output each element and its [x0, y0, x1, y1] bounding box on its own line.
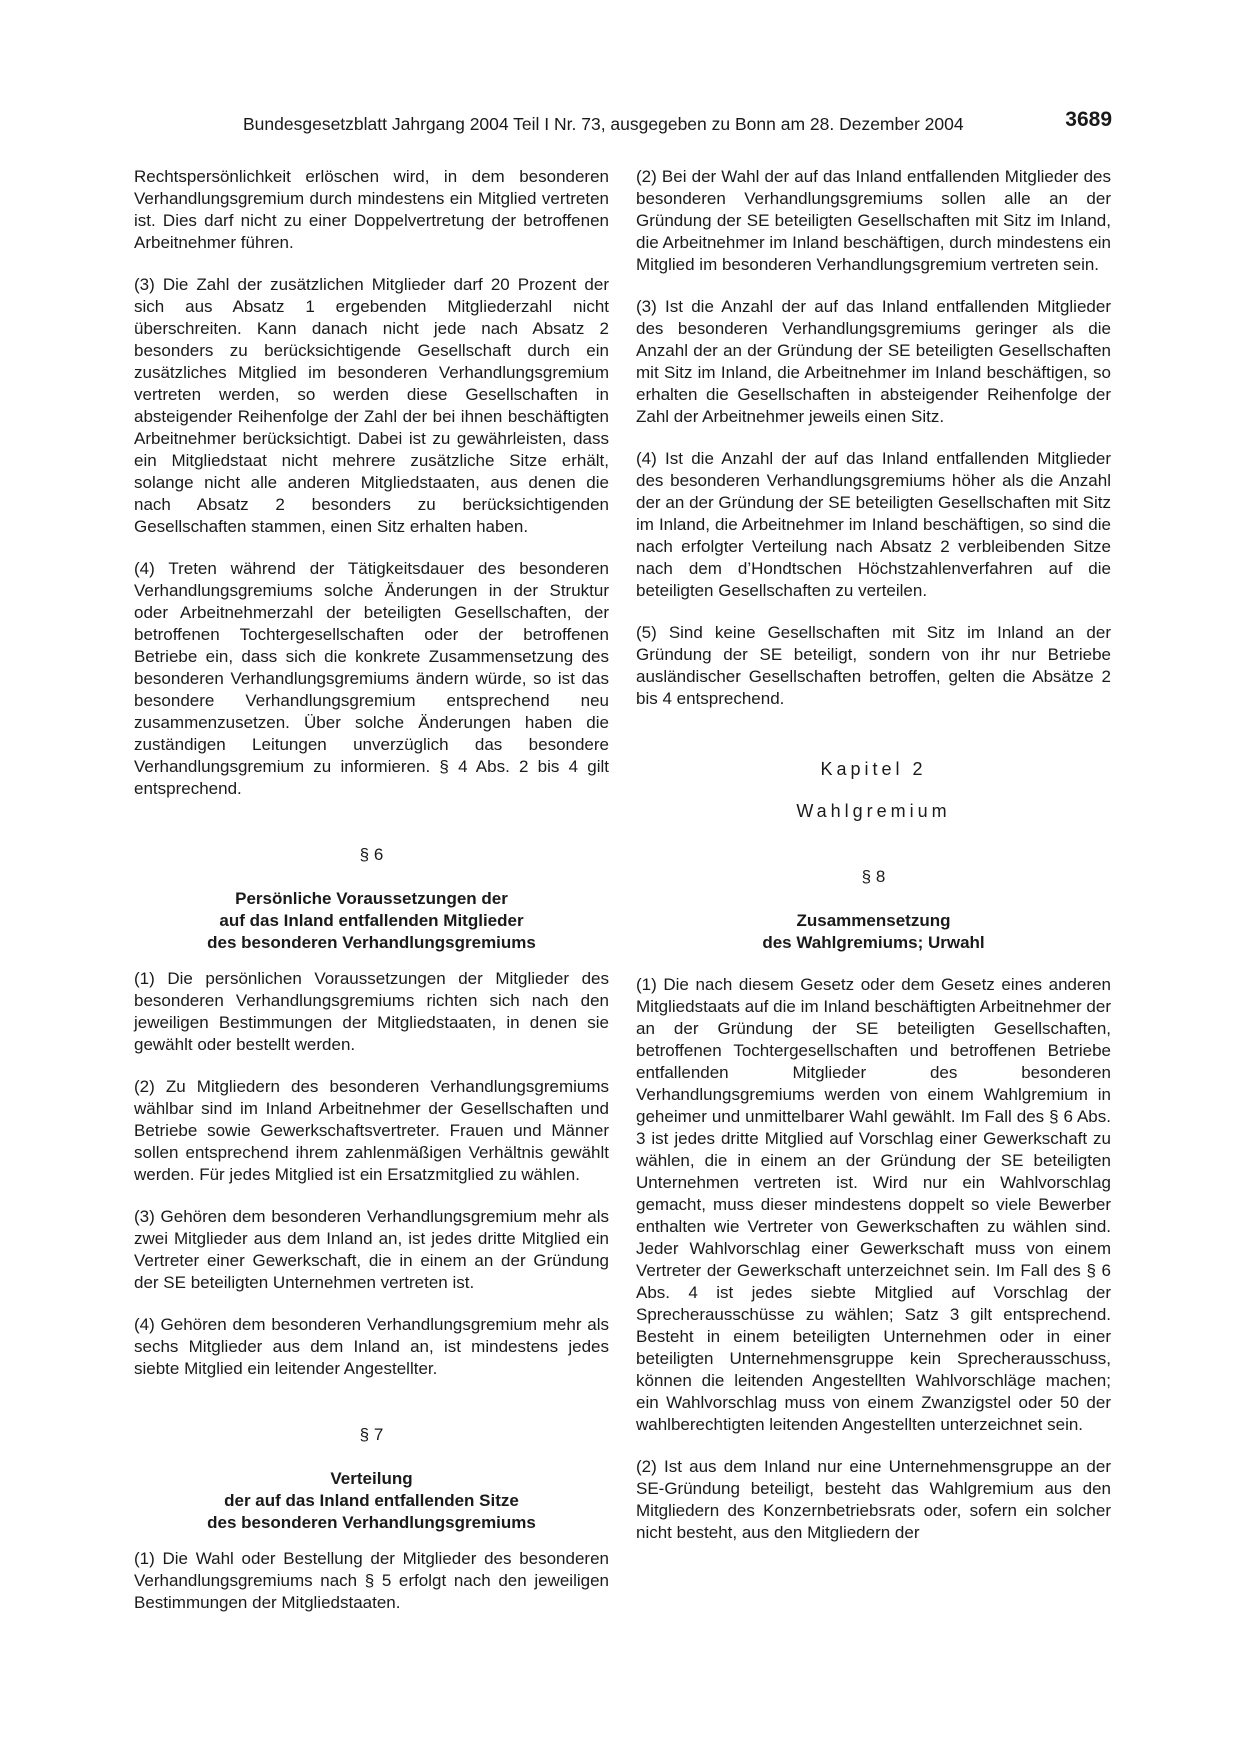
- section-title-line: der auf das Inland entfallenden Sitze: [224, 1491, 519, 1510]
- section-sign-6: § 6: [359, 845, 384, 864]
- paragraph: (1) Die Wahl oder Bestellung der Mitglieder des besonderen Verhandlungsgremiums nach § 5 erfolgt nach den jeweiligen Bestimmungen der Mitgliedstaaten.: [134, 1549, 609, 1612]
- section-6-title: [134, 888, 609, 954]
- section-sign-7: § 7: [359, 1425, 384, 1444]
- section-title-line: auf das Inland entfallenden Mitglieder: [219, 911, 524, 930]
- section-8-title: [636, 910, 1111, 954]
- page-number: 3689: [1065, 108, 1112, 131]
- paragraph: (2) Ist aus dem Inland nur eine Unternehmensgruppe an der SE-Gründung beteiligt, besteht das Wahlgremium aus den Mitgliedern des Konzernbetriebsrats oder, sofern ein solcher nicht besteht, aus den Mitgliedern der: [636, 1457, 1111, 1542]
- section-title-line: des besonderen Verhandlungsgremiums: [207, 1513, 536, 1532]
- paragraph: (3) Ist die Anzahl der auf das Inland entfallenden Mitglieder des besonderen Verhandlungsgremiums geringer als die Anzahl der an der Gründung der SE beteiligten Gesellschaften mit Sitz im Inland, die Arbeitnehmer im Inland beschäftigen, so erhalten die Gesellschaften in absteigender Reihenfolge der Zahl der Arbeitnehmer jeweils einen Sitz.: [636, 297, 1111, 426]
- paragraph: (2) Bei der Wahl der auf das Inland entfallenden Mitglieder des besonderen Verhandlungsgremiums sollen alle an der Gründung der SE beteiligten Gesellschaften mit Sitz im Inland, die Arbeitnehmer im Inland beschäftigen, durch mindestens ein Mitglied im besonderen Verhandlungsgremium vertreten sein.: [636, 167, 1111, 274]
- section-sign-8: § 8: [861, 867, 886, 886]
- section-title-line: Verteilung: [330, 1469, 413, 1488]
- header-title: Bundesgesetzblatt Jahrgang 2004 Teil I Nr. 73, ausgegeben zu Bonn am 28. Dezember 2004: [243, 114, 964, 134]
- paragraph: (5) Sind keine Gesellschaften mit Sitz im Inland an der Gründung der SE beteiligt, sondern von ihr nur Betriebe ausländischer Gesellschaften betroffen, gelten die Absätze 2 bis 4 entsprechend.: [636, 623, 1111, 708]
- page-header: [134, 108, 1112, 138]
- chapter-label: Kapitel 2: [820, 759, 927, 779]
- paragraph: (3) Gehören dem besonderen Verhandlungsgremium mehr als zwei Mitglieder aus dem Inland an, ist jedes dritte Mitglied ein Vertreter einer Gewerkschaft, die in einem an der Gründung der SE beteiligten Unternehmen vertreten ist.: [134, 1207, 609, 1292]
- paragraph: (4) Ist die Anzahl der auf das Inland entfallenden Mitglieder des besonderen Verhandlungsgremiums höher als die Anzahl der an der Gründung der SE beteiligten Gesellschaften mit Sitz im Inland, die Arbeitnehmer im Inland beschäftigen, so sind die nach erfolgter Verteilung nach Absatz 2 verbleibenden Sitze nach dem d’Hondtschen Höchstzahlenverfahren auf die beteiligten Gesellschaften zu verteilen.: [636, 449, 1111, 600]
- chapter-title: Wahlgremium: [796, 801, 951, 821]
- section-7-title: [134, 1468, 609, 1534]
- paragraph: (1) Die persönlichen Voraussetzungen der Mitglieder des besonderen Verhandlungsgremiums richten sich nach den jeweiligen Bestimmungen der Mitgliedstaaten, in denen sie gewählt oder bestellt werden.: [134, 969, 609, 1054]
- right-column: [636, 166, 1111, 1558]
- paragraph: Rechtspersönlichkeit erlöschen wird, in dem besonderen Verhandlungsgremium durch mindestens ein Mitglied vertreten ist. Dies darf nicht zu einer Doppelvertretung der betroffenen Arbeitnehmer führen.: [134, 167, 609, 252]
- section-title-line: Persönliche Voraussetzungen der: [235, 889, 508, 908]
- section-title-line: des besonderen Verhandlungsgremiums: [207, 933, 536, 952]
- paragraph: (4) Treten während der Tätigkeitsdauer des besonderen Verhandlungsgremiums solche Änderungen in der Struktur oder Arbeitnehmerzahl der beteiligten Gesellschaften, der betroffenen Tochtergesellschaften oder der betroffenen Betriebe ein, dass sich die konkrete Zusammensetzung des besonderen Verhandlungsgremiums ändern würde, so ist das besondere Verhandlungsgremium entsprechend neu zusammenzusetzen. Über solche Änderungen haben die zuständigen Leitungen unverzüglich das besondere Verhandlungsgremium zu informieren. § 4 Abs. 2 bis 4 gilt entsprechend.: [134, 559, 609, 798]
- left-column: [134, 166, 609, 1628]
- paragraph: (2) Zu Mitgliedern des besonderen Verhandlungsgremiums wählbar sind im Inland Arbeitnehmer der Gesellschaften und Betriebe sowie Gewerkschaftsvertreter. Frauen und Männer sollen entsprechend ihrem zahlenmäßigen Verhältnis gewählt werden. Für jedes Mitglied ist ein Ersatzmitglied zu wählen.: [134, 1077, 609, 1184]
- section-title-line: des Wahlgremiums; Urwahl: [762, 933, 985, 952]
- paragraph: (4) Gehören dem besonderen Verhandlungsgremium mehr als sechs Mitglieder aus dem Inland an, ist mindestens jedes siebte Mitglied ein leitender Angestellter.: [134, 1315, 609, 1378]
- section-title-line: Zusammensetzung: [796, 911, 951, 930]
- paragraph: (3) Die Zahl der zusätzlichen Mitglieder darf 20 Prozent der sich aus Absatz 1 ergebenden Mitgliederzahl nicht überschreiten. Kann danach nicht jede nach Absatz 2 besonders zu berücksichtigende Gesellschaft durch ein zusätzliches Mitglied im besonderen Verhandlungsgremium vertreten werden, so werden diese Gesellschaften in absteigender Reihenfolge der Zahl der bei ihnen beschäftigten Arbeitnehmer berücksichtigt. Dabei ist zu gewährleisten, dass ein Mitgliedstaat nicht mehrere zusätzliche Sitze erhält, solange nicht alle anderen Mitgliedstaaten, aus denen die nach Absatz 2 besonders zu berücksichtigenden Gesellschaften stammen, einen Sitz erhalten haben.: [134, 275, 609, 536]
- paragraph: (1) Die nach diesem Gesetz oder dem Gesetz eines anderen Mitgliedstaats auf die im Inland beschäftigten Arbeitnehmer der an der Gründung der SE beteiligten Gesellschaften, betroffenen Tochtergesellschaften und betroffenen Betriebe entfallenden Mitglieder des besonderen Verhandlungsgremiums werden von einem Wahlgremium in geheimer und unmittelbarer Wahl gewählt. Im Fall des § 6 Abs. 3 ist jedes dritte Mitglied auf Vorschlag einer Gewerkschaft zu wählen, die in einem an der Gründung der SE beteiligten Unternehmen vertreten ist. Wird nur ein Wahlvorschlag gemacht, muss dieser mindestens doppelt so viele Bewerber enthalten wie Vertreter von Gewerkschaften zu wählen sind. Jeder Wahlvorschlag einer Gewerkschaft muss von einem Vertreter der Gewerkschaft unterzeichnet sein. Im Fall des § 6 Abs. 4 ist jedes siebte Mitglied auf Vorschlag der Sprecherausschüsse zu wählen; Satz 3 gilt entsprechend. Besteht in einem beteiligten Unternehmen oder in einer beteiligten Unternehmensgruppe kein Sprecherausschuss, können die leitenden Angestellten Wahlvorschläge machen; ein Wahlvorschlag muss von einem Zwanzigstel oder 50 der wahlberechtigten leitenden Angestellten unterzeichnet sein.: [636, 975, 1111, 1434]
